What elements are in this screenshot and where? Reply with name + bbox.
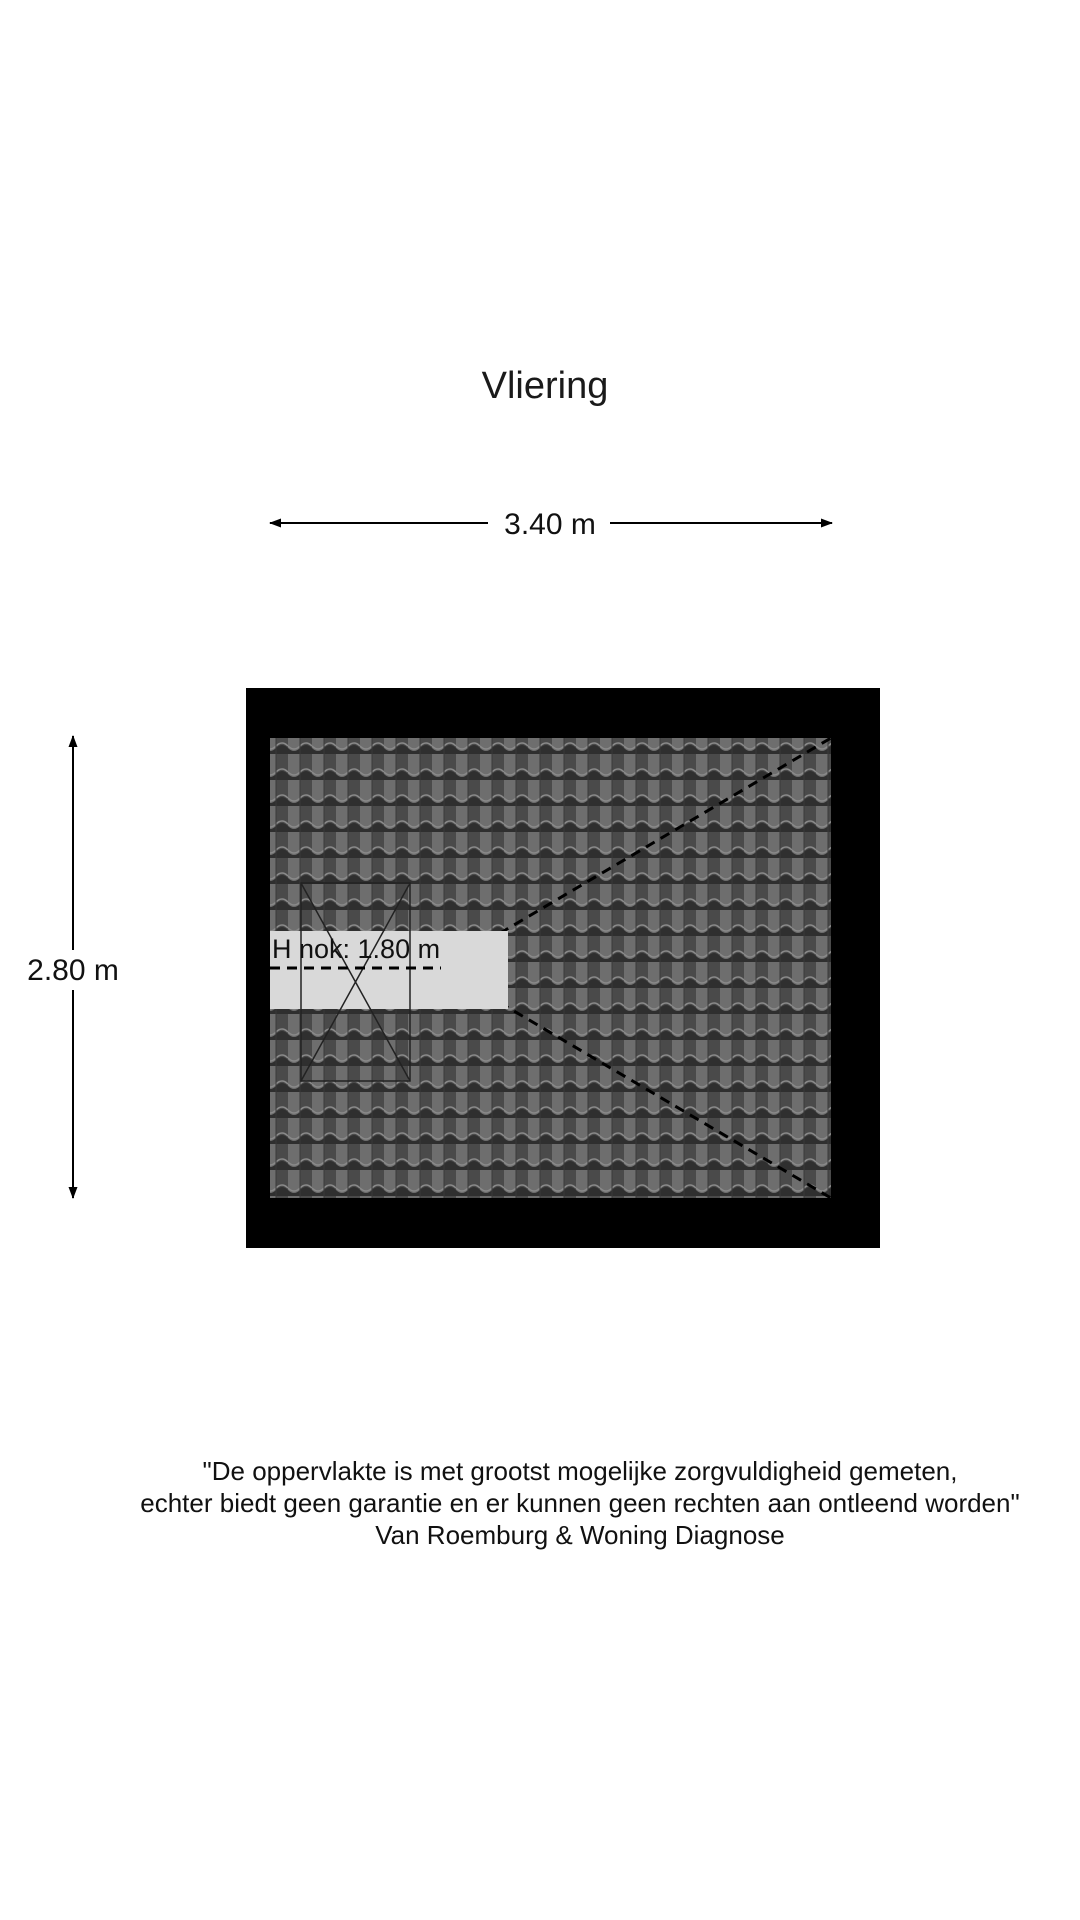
- depth-dimension: [27, 736, 119, 1198]
- disclaimer-line-2: echter biedt geen garantie en er kunnen geen rechten aan ontleend worden": [140, 1488, 1020, 1518]
- disclaimer-company: Van Roemburg & Woning Diagnose: [375, 1520, 785, 1550]
- hatch-height-label: H nok: 1.80 m: [272, 934, 441, 964]
- width-dimension: [270, 508, 832, 541]
- plan-title: Vliering: [481, 365, 609, 407]
- width-label: 3.40 m: [504, 508, 596, 541]
- depth-label: 2.80 m: [27, 954, 119, 987]
- disclaimer-line-1: "De oppervlakte is met grootst mogelijke zorgvuldigheid gemeten,: [202, 1456, 958, 1486]
- disclaimer: [40, 1455, 1080, 1551]
